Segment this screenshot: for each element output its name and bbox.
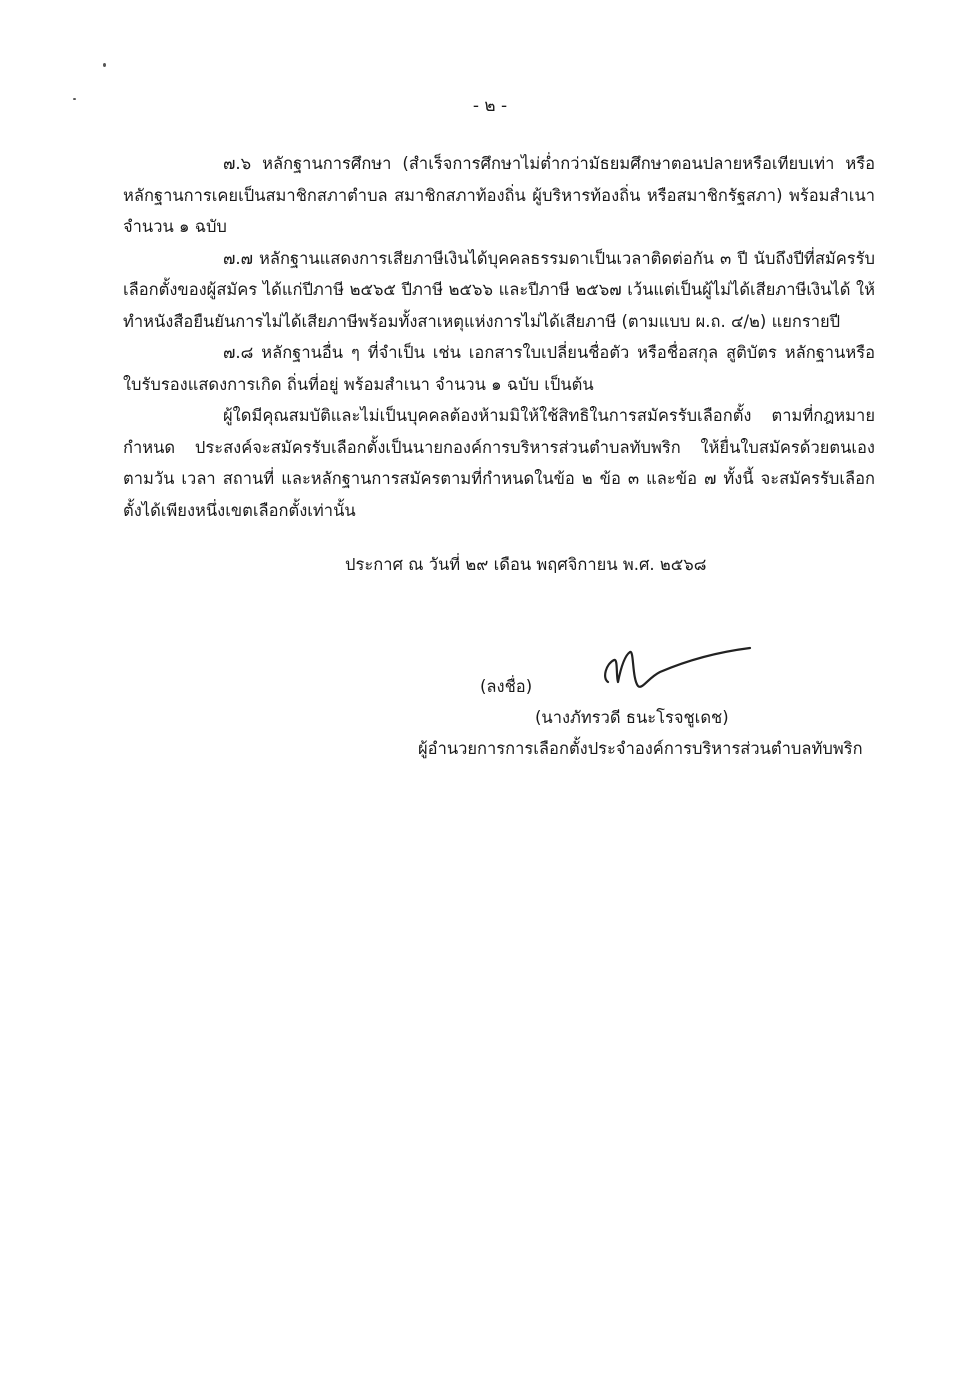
paragraph-7-8: ๗.๘ หลักฐานอื่น ๆ ที่จำเป็น เช่น เอกสารใบเปลี่ยนชื่อตัว หรือชื่อสกุล สูติบัตร หลักฐานหรือใบรับรองแสดงการเกิด ถิ่นที่อยู่ พร้อมสำเนา จำนวน ๑ ฉบับ เป็นต้น (123, 343, 875, 394)
page-number: - ๒ - (472, 96, 508, 116)
paragraph-7-7: ๗.๗ หลักฐานแสดงการเสียภาษีเงินได้บุคคลธรรมดาเป็นเวลาติดต่อกัน ๓ ปี นับถึงปีที่สมัครรับเลือกตั้งของผู้สมัคร ได้แก่ปีภาษี ๒๕๖๕ ปีภาษี ๒๕๖๖ และปีภาษี ๒๕๖๗ เว้นแต่เป็นผู้ไม่ได้เสียภาษีเงินได้ ให้ทำหนังสือยืนยันการไม่ได้เสียภาษีพร้อมทั้งสาเหตุแห่งการไม่ได้เสียภาษี (ตามแบบ ผ.ถ. ๔/๒) แยกรายปี (123, 248, 875, 331)
announcement-date: ประกาศ ณ วันที่ ๒๙ เดือน พฤศจิกายน พ.ศ. ๒๕๖๘ (345, 555, 707, 574)
document-body (123, 148, 875, 526)
paragraph-7-6: ๗.๖ หลักฐานการศึกษา (สำเร็จการศึกษาไม่ต่ำกว่ามัธยมศึกษาตอนปลายหรือเทียบเท่า หรือหลักฐานการเคยเป็นสมาชิกสภาตำบล สมาชิกสภาท้องถิ่น ผู้บริหารท้องถิ่น หรือสมาชิกรัฐสภา) พร้อมสำเนา จำนวน ๑ ฉบับ (123, 154, 875, 236)
handwritten-signature (598, 642, 758, 698)
signer-name: (นางภัทรวดี ธนะโรจชูเดช) (535, 708, 729, 727)
scan-artifact (103, 63, 106, 67)
signer-title: ผู้อำนวยการการเลือกตั้งประจำองค์การบริหารส่วนตำบลทับพริก (418, 739, 863, 758)
paragraph-eligibility: ผู้ใดมีคุณสมบัติและไม่เป็นบุคคลต้องห้ามมิให้ใช้สิทธิในการสมัครรับเลือกตั้ง ตามที่กฎหมายกำหนด ประสงค์จะสมัครรับเลือกตั้งเป็นนายกองค์การบริหารส่วนตำบลทับพริก ให้ยื่นใบสมัครด้วยตนเองตามวัน เวลา สถานที่ และหลักฐานการสมัครตามที่กำหนดในข้อ ๒ ข้อ ๓ และข้อ ๗ ทั้งนี้ จะสมัครรับเลือกตั้งได้เพียงหนึ่งเขตเลือกตั้งเท่านั้น (123, 406, 875, 520)
signature-label: (ลงชื่อ) (480, 677, 533, 696)
